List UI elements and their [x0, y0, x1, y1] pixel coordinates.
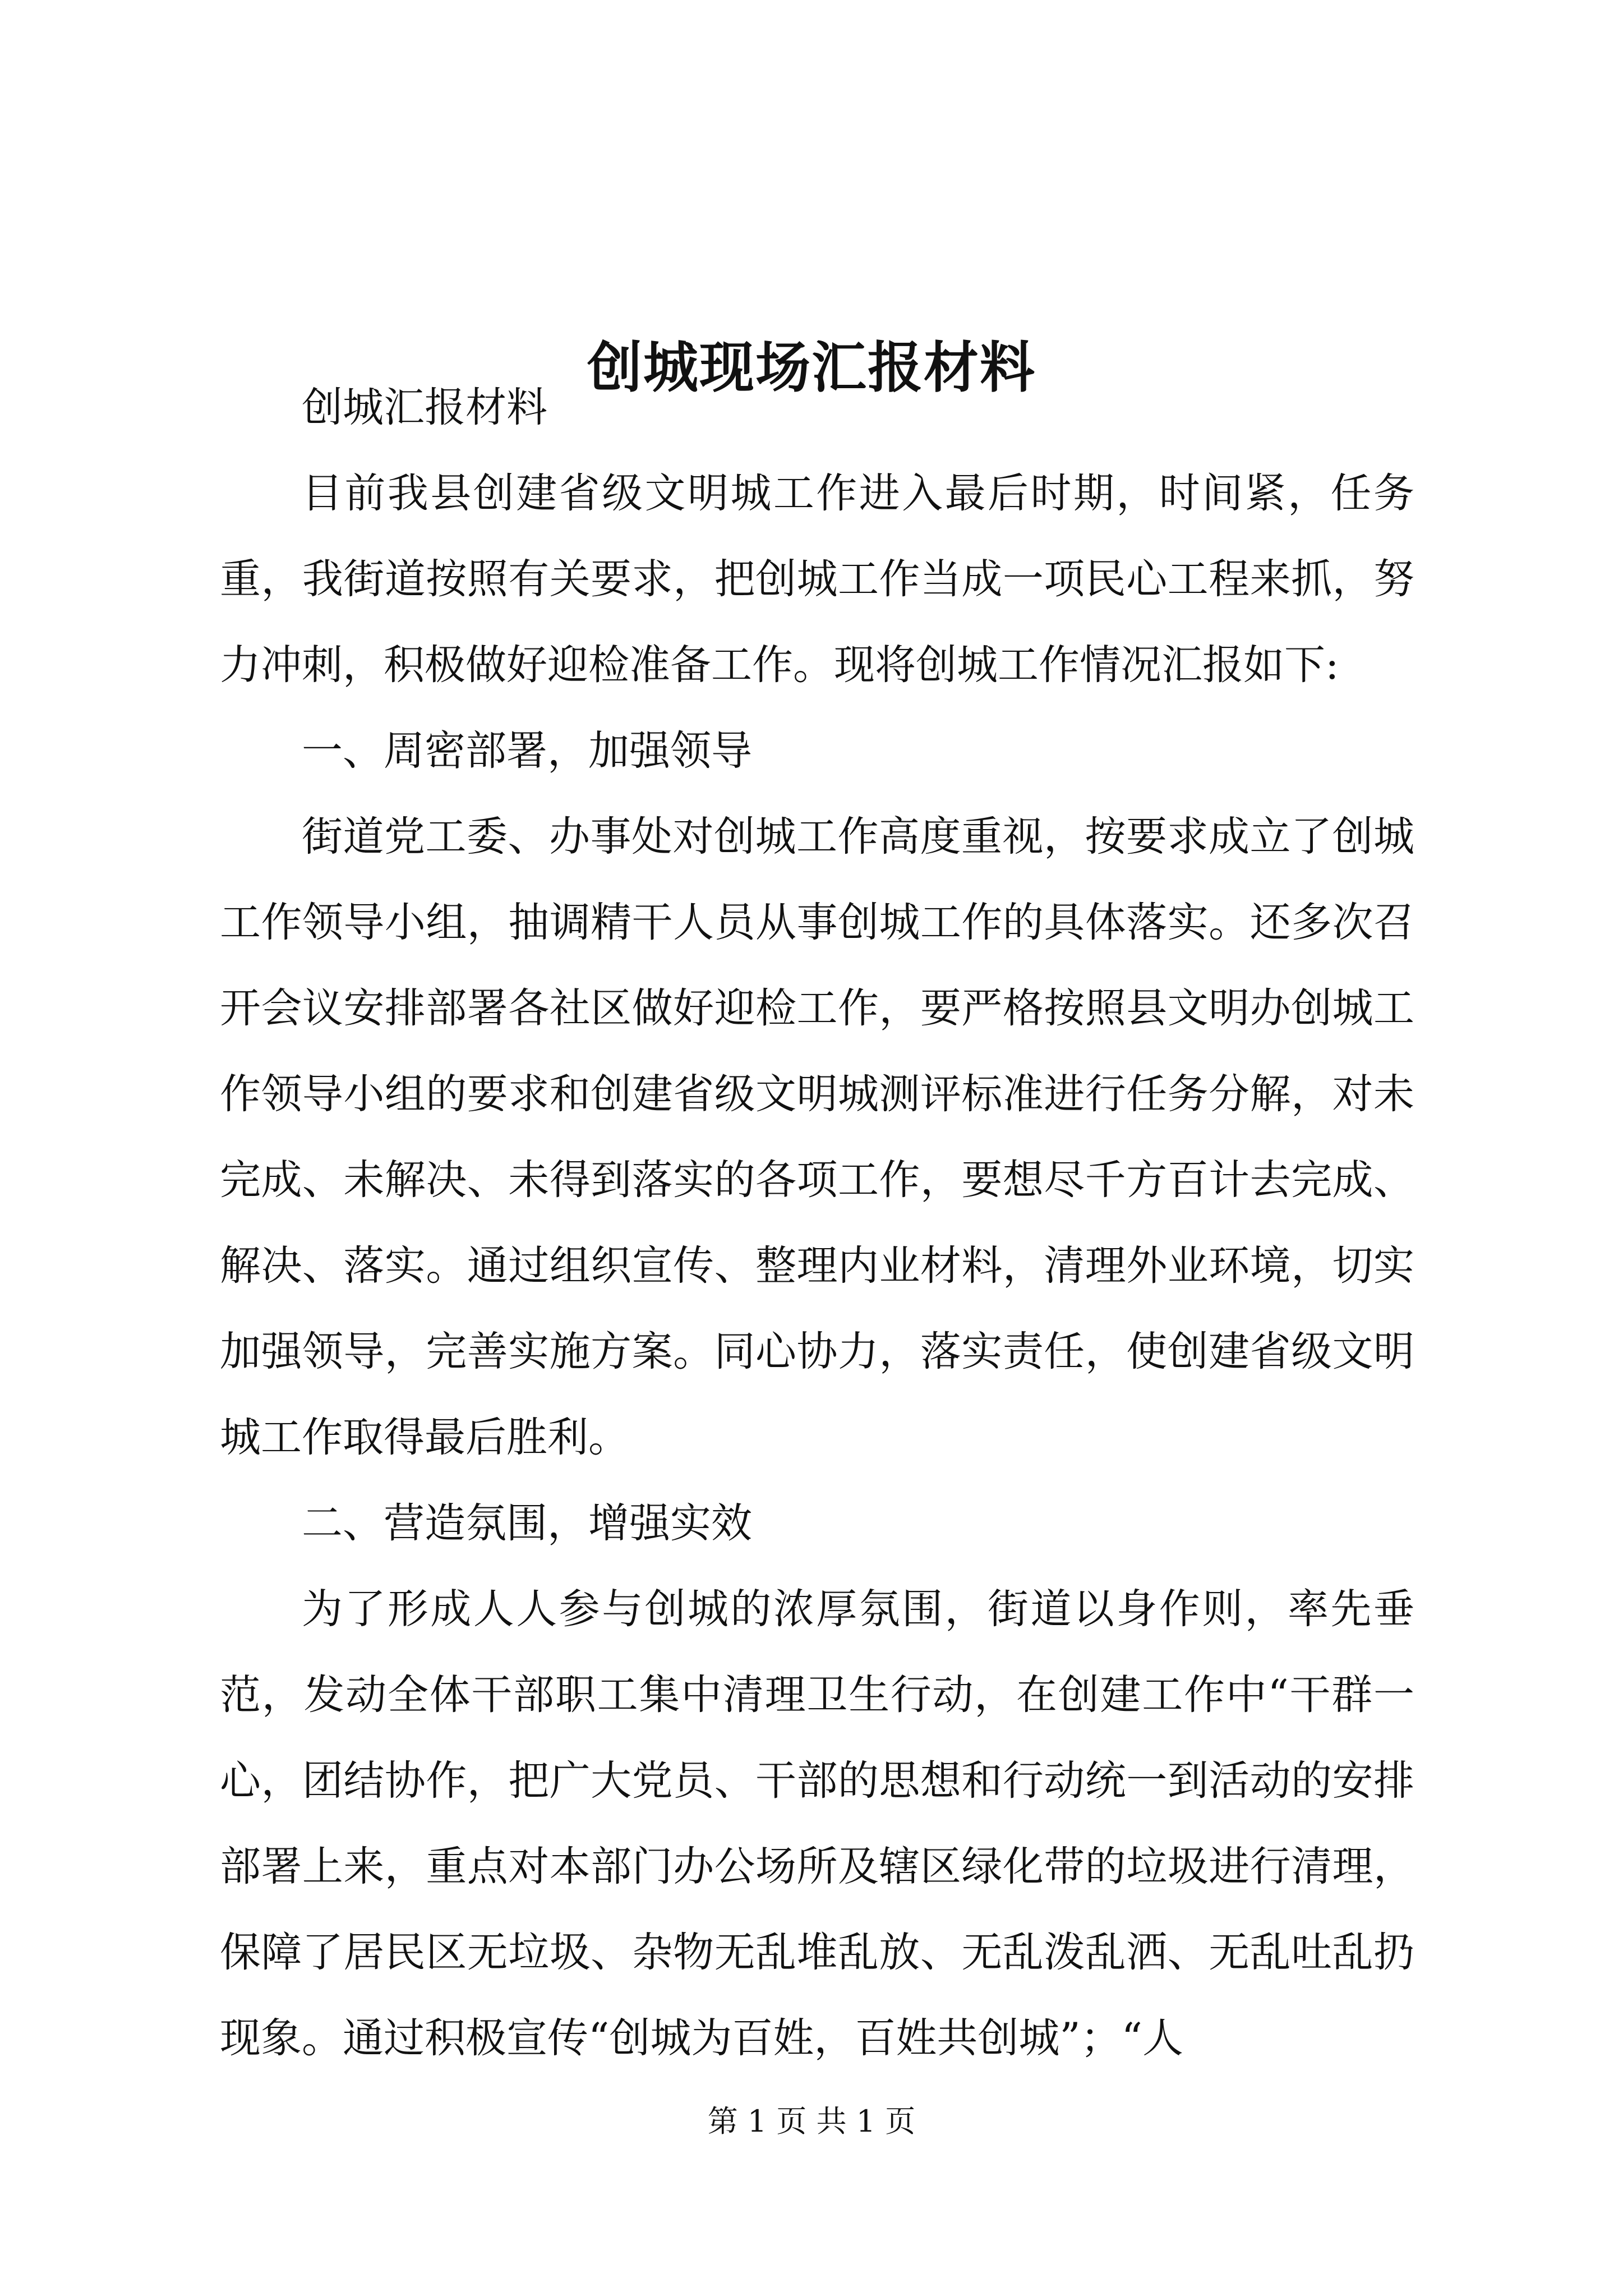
- document-title: 创城现场汇报材料: [587, 335, 1036, 400]
- paragraph-section-1: 街道党工委、办事处对创城工作高度重视，按要求成立了创城工作领导小组，抽调精干人员从事创城工作的具体落实。还多次召开会议安排部署各社区做好迎检工作，要严格按照县文明办创城工作领导小组的要求和创建省级文明城测评标准进行任务分解，对未完成、未解决、未得到落实的各项工作，要想尽千方百计去完成、解决、落实。通过组织宣传、整理内业材料，清理外业环境，切实加强领导，完善实施方案。同心协力，落实责任，使创建省级文明城工作取得最后胜利。: [220, 813, 1414, 1461]
- section-heading-2: 二、营造氛围，增强实效: [302, 1499, 752, 1547]
- page-footer: 第 1 页 共 1 页: [707, 2104, 916, 2139]
- paragraph-intro: 目前我县创建省级文明城工作进入最后时期，时间紧，任务重，我街道按照有关要求，把创城工作当成一项民心工程来抓，努力冲刺，积极做好迎检准备工作。现将创城工作情况汇报如下:: [220, 470, 1414, 689]
- section-heading-1: 一、周密部署，加强领导: [302, 727, 752, 775]
- document-body: [220, 365, 1414, 2081]
- paragraph-section-2: 为了形成人人参与创城的浓厚氛围，街道以身作则，率先垂范，发动全体干部职工集中清理卫生行动，在创建工作中“干群一心，团结协作，把广大党员、干部的思想和行动统一到活动的安排部署上来，重点对本部门办公场所及辖区绿化带的垃圾进行清理，保障了居民区无垃圾、杂物无乱堆乱放、无乱泼乱洒、无乱吐乱扔现象。通过积极宣传“创城为百姓，百姓共创城”；“人: [220, 1585, 1414, 2062]
- paragraph-subtitle: 创城汇报材料: [302, 384, 547, 431]
